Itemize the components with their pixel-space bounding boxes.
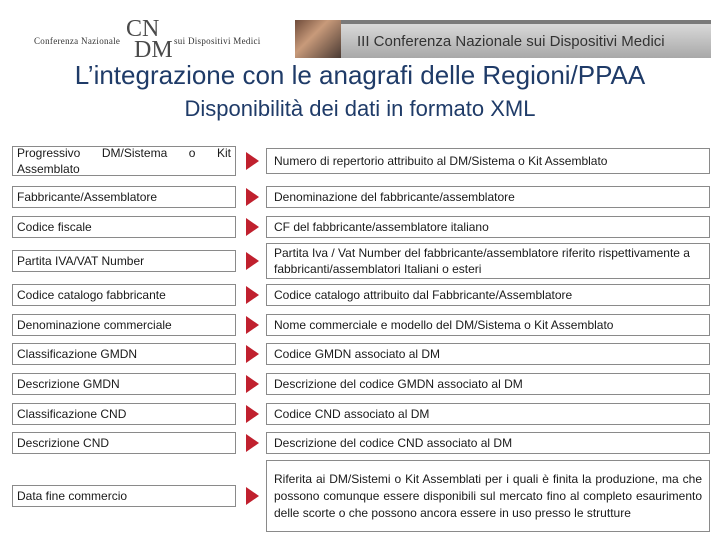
arrow-right-icon	[246, 188, 259, 206]
arrow-right-icon	[246, 286, 259, 304]
field-description: Riferita ai DM/Sistemi o Kit Assemblati per i quali è finita la produzione, ma che possono comunque essere disponibili sul mercato fino al completo esaurimento delle scorte o che possono ancora essere in uso presso le strutture	[274, 471, 702, 520]
field-description-box	[266, 343, 710, 365]
field-name: Descrizione GMDN	[17, 377, 120, 391]
field-description: Descrizione del codice GMDN associato al DM	[274, 377, 523, 391]
arrow-right-icon	[246, 434, 259, 452]
page-title: L’integrazione con le anagrafi delle Regioni/PPAA	[74, 60, 646, 90]
field-name: Data fine commercio	[17, 489, 128, 503]
field-name: Classificazione CND	[17, 407, 127, 421]
arrow-right-icon	[246, 375, 259, 393]
cndm-logo-mark	[124, 14, 174, 58]
banner-text: III Conferenza Nazionale sui Dispositivi Medici	[357, 33, 665, 50]
field-description: Denominazione del fabbricante/assemblatore	[274, 190, 515, 204]
field-description-box	[266, 243, 710, 279]
field-name-box	[12, 146, 236, 176]
arrow-right-icon	[246, 487, 259, 505]
conference-logo	[34, 14, 264, 58]
field-description-box	[266, 373, 710, 395]
field-name-box	[12, 373, 236, 395]
field-description-box	[266, 284, 710, 306]
field-description-box	[266, 460, 710, 532]
field-description: Partita Iva / Vat Number del fabbricante/assemblatore riferito rispettivamente a fabbricanti/assemblatori Italiani o esteri	[274, 246, 690, 276]
field-name-box	[12, 343, 236, 365]
arrow-right-icon	[246, 316, 259, 334]
arrow-right-icon	[246, 152, 259, 170]
field-description-box	[266, 148, 710, 174]
field-name-box	[12, 216, 236, 238]
field-name-box	[12, 250, 236, 272]
banner-photo	[295, 20, 341, 58]
arrow-right-icon	[246, 345, 259, 363]
field-name: Descrizione CND	[17, 436, 110, 450]
field-name: Denominazione commerciale	[17, 318, 172, 332]
field-name-box	[12, 432, 236, 454]
logo-mark-dm: DM	[134, 37, 173, 58]
field-name-box	[12, 186, 236, 208]
field-name: Codice catalogo fabbricante	[17, 288, 166, 302]
field-name: Classificazione GMDN	[17, 347, 138, 361]
field-description: CF del fabbricante/assemblatore italiano	[274, 220, 489, 234]
field-description-box	[266, 314, 710, 336]
field-description-box	[266, 403, 710, 425]
conference-banner	[295, 20, 711, 58]
field-name: Partita IVA/VAT Number	[17, 254, 145, 268]
arrow-right-icon	[246, 252, 259, 270]
field-description: Codice catalogo attribuito dal Fabbricante/Assemblatore	[274, 288, 573, 302]
field-name: Codice fiscale	[17, 220, 92, 234]
field-description: Codice GMDN associato al DM	[274, 347, 441, 361]
field-name: Progressivo DM/Sistema o Kit Assemblato	[17, 146, 231, 176]
arrow-right-icon	[246, 405, 259, 423]
field-description: Numero di repertorio attribuito al DM/Sistema o Kit Assemblato	[274, 154, 608, 168]
field-name-box	[12, 314, 236, 336]
field-description-box	[266, 186, 710, 208]
field-description: Descrizione del codice CND associato al DM	[274, 436, 513, 450]
field-name-box	[12, 403, 236, 425]
field-description-box	[266, 216, 710, 238]
field-description: Nome commerciale e modello del DM/Sistema o Kit Assemblato	[274, 318, 614, 332]
field-name: Fabbricante/Assemblatore	[17, 190, 158, 204]
field-description: Codice CND associato al DM	[274, 407, 430, 421]
logo-right-text: sui Dispositivi Medici	[174, 36, 261, 46]
logo-mark-cn: CN	[126, 16, 160, 42]
field-description-box	[266, 432, 710, 454]
arrow-right-icon	[246, 218, 259, 236]
page-subtitle: Disponibilità dei dati in formato XML	[184, 96, 536, 121]
logo-left-text: Conferenza Nazionale	[34, 36, 121, 46]
field-name-box	[12, 485, 236, 507]
field-name-box	[12, 284, 236, 306]
